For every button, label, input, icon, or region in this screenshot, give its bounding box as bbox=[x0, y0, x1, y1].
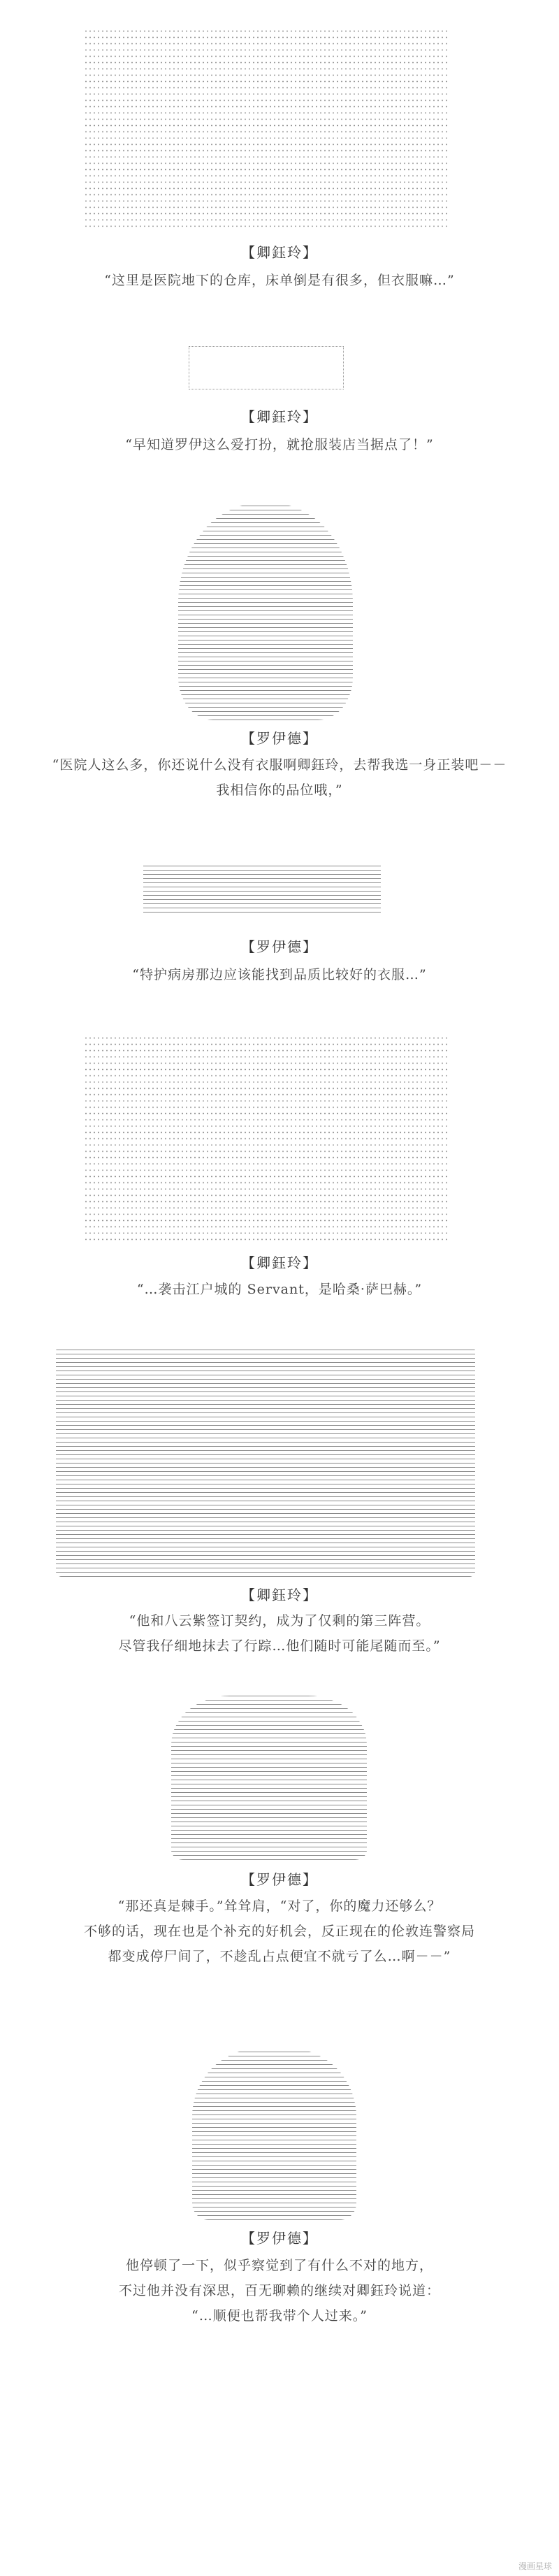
speaker-label: 【罗伊德】 bbox=[241, 1871, 318, 1888]
dialog-line: “特护病房那边应该能找到品质比较好的衣服…” bbox=[132, 967, 427, 982]
dialog-line: “医院人这么多，你还说什么没有衣服啊卿鈺玲，去帮我选一身正装吧－－ bbox=[52, 757, 507, 773]
dialog-line: 不够的话，现在也是个补充的好机会，反正现在的伦敦连警察局 bbox=[83, 1924, 475, 1939]
dialog-text bbox=[0, 1608, 559, 1659]
dialog-text bbox=[0, 268, 559, 293]
dialog-line: “…袭击江户城的 Servant，是哈桑·萨巴赫。” bbox=[136, 1282, 423, 1297]
ascii-art-sparse-figure bbox=[189, 346, 344, 389]
dialog-text bbox=[0, 962, 559, 987]
dialog-text bbox=[0, 432, 559, 457]
dialog-line: “这里是医院地下的仓库，床单倒是有很多，但衣服嘛…” bbox=[104, 273, 455, 288]
dialog-text bbox=[0, 2253, 559, 2328]
dialog-text bbox=[0, 1894, 559, 1969]
dialog-text bbox=[0, 752, 559, 803]
dialog-line: “他和八云紫签订契约，成为了仅剩的第三阵营。 bbox=[129, 1613, 430, 1629]
ascii-art-group-scene bbox=[56, 1346, 475, 1577]
speaker-label: 【罗伊德】 bbox=[241, 2230, 318, 2247]
speaker-label: 【卿鈺玲】 bbox=[241, 1254, 318, 1271]
ascii-art-character-thinking bbox=[192, 2049, 356, 2220]
speaker-label: 【卿鈺玲】 bbox=[241, 408, 318, 425]
ascii-art-dotted-scene bbox=[84, 1035, 447, 1241]
ascii-art-character-shrug bbox=[171, 1696, 367, 1860]
dialog-line: “早知道罗伊这么爱打扮，就抢服装店当据点了！” bbox=[125, 437, 434, 452]
ascii-art-hospital-bed bbox=[143, 864, 381, 913]
dialog-line: “那还真是棘手。”耸耸肩，“对了，你的魔力还够么？ bbox=[117, 1898, 442, 1914]
speaker-label: 【卿鈺玲】 bbox=[241, 244, 318, 261]
dialog-line: 都变成停尸间了，不趁乱占点便宜不就亏了么…啊－－” bbox=[108, 1949, 451, 1964]
dialog-text bbox=[0, 1277, 559, 1302]
dialog-line: 他停顿了一下，似乎察觉到了有什么不对的地方， bbox=[125, 2258, 433, 2273]
ascii-art-storage-room bbox=[84, 28, 447, 231]
dialog-line: 尽管我仔细地抹去了行踪…他们随时可能尾随而至。” bbox=[118, 1638, 441, 1654]
speaker-label: 【罗伊德】 bbox=[241, 730, 318, 747]
watermark: 漫画星球 bbox=[518, 2561, 552, 2571]
dialog-line: 我相信你的品位哦，” bbox=[216, 782, 343, 798]
ascii-art-character-portrait bbox=[178, 503, 353, 720]
speaker-label: 【罗伊德】 bbox=[241, 938, 318, 955]
dialog-line: “…顺便也帮我带个人过来。” bbox=[191, 2308, 368, 2324]
speaker-label: 【卿鈺玲】 bbox=[241, 1587, 318, 1603]
dialog-line: 不过他并没有深思，百无聊赖的继续对卿鈺玲说道： bbox=[118, 2283, 440, 2298]
